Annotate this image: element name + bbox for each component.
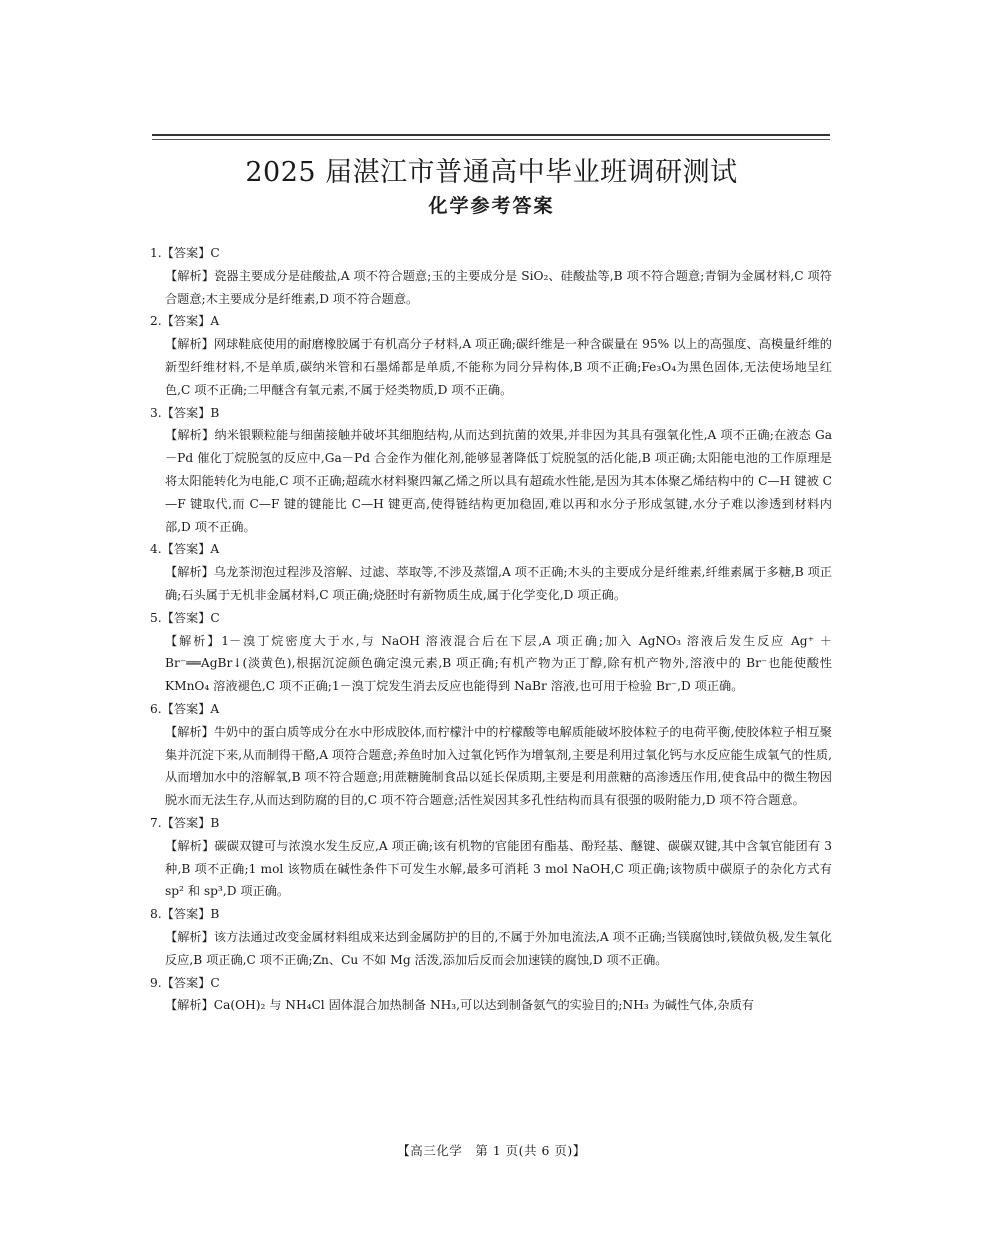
question-number: 4. <box>150 542 162 557</box>
question-item-9 <box>150 972 832 1018</box>
answer-label: 【答案】A <box>161 701 220 716</box>
question-heading <box>150 972 832 995</box>
analysis-text: 【解析】该方法通过改变金属材料组成来达到金属防护的目的,不属于外加电流法,A 项不正确;当镁腐蚀时,镁做负极,发生氧化反应,B 项正确,C 项不正确;Zn、Cu 不如 Mg 活泼,添加后反而会加速镁的腐蚀,D 项不正确。 <box>165 929 832 967</box>
question-number: 7. <box>150 815 162 830</box>
page-footer: 【高三化学 第 1 页(共 6 页)】 <box>397 1143 586 1158</box>
question-number: 6. <box>150 701 162 716</box>
question-heading <box>150 607 832 630</box>
question-heading <box>150 538 832 561</box>
question-number: 3. <box>150 405 162 420</box>
analysis-text: 【解析】1－溴丁烷密度大于水,与 NaOH 溶液混合后在下层,A 项正确;加入 AgNO₃ 溶液后发生反应 Ag⁺ ＋Br⁻══AgBr↓(淡黄色),根据沉淀颜色确定溴元素,B 项正确;有机产物为正丁醇,除有机产物外,溶液中的 Br⁻也能使酸性 KMnO₄ 溶液褪色,C 项不正确;1－溴丁烷发生消去反应也能得到 NaBr 溶液,也可用于检验 Br⁻,D 项正确。 <box>165 633 832 694</box>
header-rule-thick <box>152 134 830 136</box>
analysis-text: 【解析】网球鞋底使用的耐磨橡胶属于有机高分子材料,A 项正确;碳纤维是一种含碳量在 95% 以上的高强度、高模量纤维的新型纤维材料,不是单质,碳纳米管和石墨烯都是单质,不能称为同分异构体,B 项不正确;Fe₃O₄为黑色固体,无法使场地呈红色,C 项不正确;二甲醚含有氧元素,不属于烃类物质,D 项不正确。 <box>165 337 832 397</box>
question-number: 5. <box>150 610 162 625</box>
answer-label: 【答案】B <box>161 907 220 922</box>
analysis-text: 【解析】牛奶中的蛋白质等成分在水中形成胶体,而柠檬汁中的柠檬酸等电解质能破坏胶体粒子的电荷平衡,使胶体粒子相互聚集并沉淀下来,从而制得干酪,A 项符合题意;养鱼时加入过氧化钙作为增氧剂,主要是利用过氧化钙与水反应能生成氧气的性质,从而增加水中的溶解氧,B 项不符合题意;用蔗糖腌制食品以延长保质期,主要是利用蔗糖的高渗透压作用,使食品中的微生物因脱水而无法生存,从而达到防腐的目的,C 项不符合题意;活性炭因其多孔性结构而具有很强的吸附能力,D 项不符合题意。 <box>165 724 832 808</box>
question-item-4 <box>150 538 832 606</box>
answer-label: 【答案】C <box>161 246 220 260</box>
analysis-text: 【解析】乌龙茶沏泡过程涉及溶解、过滤、萃取等,不涉及蒸馏,A 项不正确;木头的主要成分是纤维素,纤维素属于多糖,B 项正确;石头属于无机非金属材料,C 项正确;烧胚时有新物质生成,属于化学变化,D 项正确。 <box>165 565 832 602</box>
question-item-2 <box>150 310 832 401</box>
answer-label: 【答案】C <box>161 975 220 990</box>
question-number: 8. <box>150 907 162 922</box>
question-item-3 <box>150 402 832 539</box>
question-number: 9. <box>150 975 162 990</box>
analysis-text: 【解析】纳米银颗粒能与细菌接触并破坏其细胞结构,从而达到抗菌的效果,并非因为其具有强氧化性,A 项不正确;在液态 Ga－Pd 催化丁烷脱氢的反应中,Ga－Pd 合金作为催化剂,能够显著降低丁烷脱氢的活化能,B 项正确;太阳能电池的工作原理是将太阳能转化为电能,C 项不正确;超疏水材料聚四氟乙烯之所以具有超疏水性能,是因为其本体聚乙烯结构中的 C—H 键被 C—F 键取代,而 C—F 键的键能比 C—H 键更高,使得链结构更加稳固,难以再和水分子形成氢键,水分子难以渗透到材料内部,D 项不正确。 <box>165 428 832 534</box>
question-number: 2. <box>150 314 162 329</box>
question-item-5 <box>150 607 832 698</box>
question-item-8 <box>150 903 832 971</box>
question-heading <box>150 812 832 835</box>
answer-label: 【答案】C <box>161 610 220 625</box>
question-heading <box>150 402 832 425</box>
question-heading <box>150 242 832 265</box>
document-subtitle: 化学参考答案 <box>428 195 555 217</box>
question-item-1 <box>150 242 832 310</box>
question-item-7 <box>150 812 832 903</box>
question-heading <box>150 698 832 721</box>
analysis-text: 【解析】碳碳双键可与浓溴水发生反应,A 项正确;该有机物的官能团有酯基、酚羟基、醚键、碳碳双键,其中含氧官能团有 3 种,B 项不正确;1 mol 该物质在碱性条件下可发生水解,最多可消耗 3 mol NaOH,C 项正确;该物质中碳原子的杂化方式有 sp² 和 sp³,D 项正确。 <box>165 838 832 899</box>
analysis-text: 【解析】Ca(OH)₂ 与 NH₄Cl 固体混合加热制备 NH₃,可以达到制备氨气的实验目的;NH₃ 为碱性气体,杂质有 <box>165 998 754 1013</box>
header-rule-thin <box>152 139 830 140</box>
answer-label: 【答案】A <box>161 542 220 557</box>
question-item-6 <box>150 698 832 812</box>
question-number: 1. <box>150 246 162 260</box>
answer-list <box>150 242 832 1017</box>
answer-label: 【答案】B <box>161 815 220 830</box>
analysis-text: 【解析】瓷器主要成分是硅酸盐,A 项不符合题意;玉的主要成分是 SiO₂、硅酸盐等,B 项不符合题意;青铜为金属材料,C 项符合题意;木主要成分是纤维素,D 项不符合题意。 <box>165 268 832 306</box>
document-title: 2025 届湛江市普通高中毕业班调研测试 <box>245 157 738 188</box>
question-heading <box>150 903 832 926</box>
answer-label: 【答案】A <box>161 314 220 329</box>
answer-label: 【答案】B <box>161 405 220 420</box>
question-heading <box>150 310 832 333</box>
